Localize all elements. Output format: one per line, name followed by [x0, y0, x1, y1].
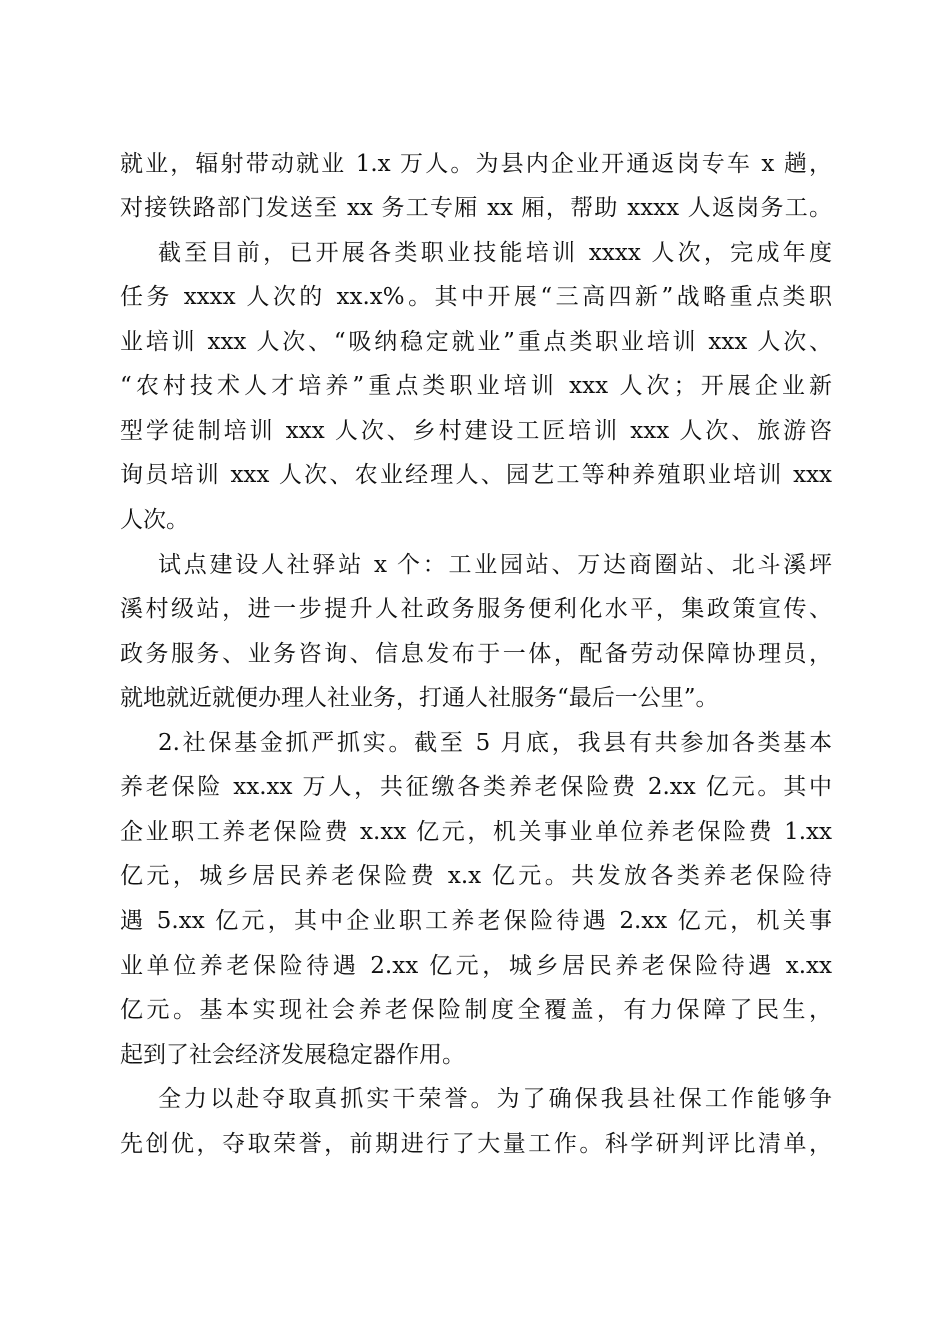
- text-line: 遇 5.xx 亿元，其中企业职工养老保险待遇 2.xx 亿元，机关事: [120, 908, 832, 934]
- text-line: 型学徒制培训 xxx 人次、乡村建设工匠培训 xxx 人次、旅游咨: [120, 418, 832, 444]
- text-line: 先创优，夺取荣誉，前期进行了大量工作。科学研判评比清单，: [120, 1131, 832, 1157]
- text-line: 截至目前，已开展各类职业技能培训 xxxx 人次，完成年度: [158, 240, 832, 266]
- text-line: 政务服务、业务咨询、信息发布于一体，配备劳动保障协理员，: [120, 641, 832, 667]
- text-line: 养老保险 xx.xx 万人，共征缴各类养老保险费 2.xx 亿元。其中: [120, 774, 832, 800]
- text-line: 业单位养老保险待遇 2.xx 亿元，城乡居民养老保险待遇 x.xx: [120, 953, 832, 979]
- text-line: 任务 xxxx 人次的 xx.x%。其中开展“三高四新”战略重点类职: [120, 284, 832, 310]
- text-line: “农村技术人才培养”重点类职业培训 xxx 人次；开展企业新: [120, 373, 832, 399]
- text-line: 就业，辐射带动就业 1.x 万人。为县内企业开通返岗专车 x 趟，: [120, 151, 832, 177]
- text-line: 试点建设人社驿站 x 个：工业园站、万达商圈站、北斗溪坪: [158, 552, 832, 578]
- text-line: 2.社保基金抓严抓实。截至 5 月底，我县有共参加各类基本: [158, 730, 832, 756]
- text-line: 人次。: [120, 507, 189, 533]
- text-line: 询员培训 xxx 人次、农业经理人、园艺工等种养殖职业培训 xxx: [120, 462, 832, 488]
- text-line: 全力以赴夺取真抓实干荣誉。为了确保我县社保工作能够争: [158, 1086, 832, 1112]
- text-line: 对接铁路部门发送至 xx 务工专厢 xx 厢，帮助 xxxx 人返岗务工。: [120, 195, 832, 221]
- text-line: 就地就近就便办理人社业务，打通人社服务“最后一公里”。: [120, 685, 719, 711]
- text-line: 溪村级站，进一步提升人社政务服务便利化水平，集政策宣传、: [120, 596, 832, 622]
- text-line: 亿元，城乡居民养老保险费 x.x 亿元。共发放各类养老保险待: [120, 863, 832, 889]
- text-line: 起到了社会经济发展稳定器作用。: [120, 1042, 465, 1068]
- text-line: 企业职工养老保险费 x.xx 亿元，机关事业单位养老保险费 1.xx: [120, 819, 832, 845]
- text-line: 亿元。基本实现社会养老保险制度全覆盖，有力保障了民生，: [120, 997, 832, 1023]
- text-line: 业培训 xxx 人次、“吸纳稳定就业”重点类职业培训 xxx 人次、: [120, 329, 832, 355]
